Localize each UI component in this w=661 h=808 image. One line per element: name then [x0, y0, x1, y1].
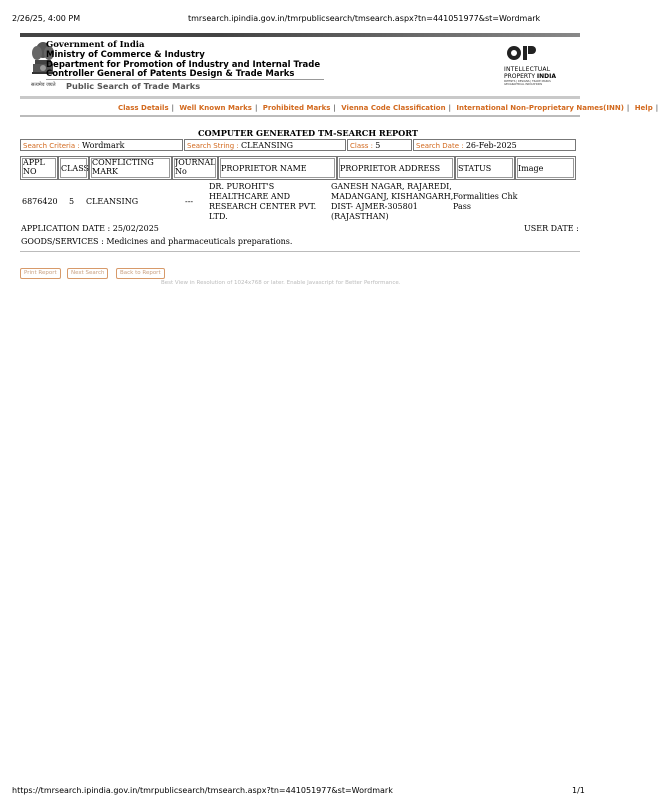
report-title: COMPUTER GENERATED TM-SEARCH REPORT: [198, 128, 418, 138]
ministry-title: Ministry of Commerce & Industry: [46, 50, 205, 60]
next-search-button[interactable]: Next Search: [67, 268, 108, 279]
public-search-title: Public Search of Trade Marks: [66, 81, 201, 91]
gov-title: Government of India: [46, 40, 145, 50]
row-mark: CLEANSING: [86, 197, 139, 206]
header-class: [58, 156, 89, 180]
header-image-text: Image: [518, 164, 544, 173]
search-string-box: [184, 139, 346, 151]
search-date-box: [413, 139, 576, 151]
print-datetime: 2/26/25, 4:00 PM: [12, 14, 81, 23]
print-url: tmrsearch.ipindia.gov.in/tmrpublicsearch/tmsearch.aspx?tn=441051977&st=Wordmark: [188, 14, 541, 23]
header-proprietor-address: [337, 156, 455, 180]
back-to-report-button[interactable]: Back to Report: [116, 268, 165, 279]
ip-logo-line1: INTELLECTUAL: [504, 66, 551, 73]
header-image: [515, 156, 576, 180]
address-line: DIST- AJMER-305801: [331, 202, 418, 211]
print-report-button[interactable]: Print Report: [20, 268, 61, 279]
row-proprietor-address: [331, 182, 453, 222]
search-criteria-box: [20, 139, 183, 151]
ip-india-logo: [504, 44, 566, 88]
address-line: MADANGANJ, KISHANGARH,: [331, 192, 454, 201]
search-date-label: Search Date :: [416, 142, 466, 150]
header-conflicting-mark-text: CONFLICTING MARK: [92, 158, 154, 176]
proprietor-name-line: HEALTHCARE AND: [209, 192, 291, 201]
row-status: [453, 192, 518, 212]
header-proprietor-name: [218, 156, 337, 180]
header-separator: [20, 96, 580, 99]
nav-divider: |: [655, 104, 659, 112]
best-view-note: Best View in Resolution of 1024x768 or later. Enable Javascript for Better Performance.: [161, 280, 401, 286]
class-box: [347, 139, 412, 151]
ip-logo-india: INDIA: [536, 73, 557, 80]
row-class: 5: [69, 197, 75, 206]
nav-inn[interactable]: International Non-Proprietary Names(INN): [456, 104, 624, 112]
ip-logo-line2: [504, 73, 556, 80]
status-line: Pass: [453, 202, 472, 211]
header-underline: [46, 79, 324, 80]
header-journal-no-text: JOURNAL No: [175, 158, 216, 176]
user-date: USER DATE :: [524, 224, 579, 233]
department-title: Department for Promotion of Industry and Internal Trade: [46, 60, 321, 70]
search-criteria-value: Wordmark: [81, 141, 125, 150]
address-line: (RAJASTHAN): [331, 212, 389, 221]
nav-divider: |: [448, 104, 451, 112]
header-proprietor-address-text: PROPRIETOR ADDRESS: [340, 164, 441, 173]
nav-well-known-marks[interactable]: Well Known Marks: [179, 104, 252, 112]
search-string-value: CLEANSING: [240, 141, 294, 150]
ip-logo-icon: [506, 44, 536, 66]
footer-url: https://tmrsearch.ipindia.gov.in/tmrpublicsearch/tmsearch.aspx?tn=441051977&st=Wordmark: [12, 786, 393, 795]
report-separator: [20, 251, 580, 252]
header-appl-no-text: APPL NO: [23, 158, 45, 176]
top-nav: [118, 104, 661, 112]
search-string-label: Search String :: [187, 142, 241, 150]
nav-divider: |: [254, 104, 258, 112]
row-appl-no[interactable]: 6876420: [22, 197, 58, 206]
footer-page: 1/1: [572, 786, 585, 795]
search-date-value: 26-Feb-2025: [465, 141, 517, 150]
header-appl-no: [20, 156, 58, 180]
application-date: APPLICATION DATE : 25/02/2025: [21, 224, 159, 233]
header-top-bar-gradient: [220, 33, 580, 37]
nav-divider: |: [333, 104, 336, 112]
emblem-caption: सत्यमेव जयते: [31, 82, 56, 88]
nav-prohibited-marks[interactable]: Prohibited Marks: [262, 104, 331, 112]
goods-services: GOODS/SERVICES : Medicines and pharmaceuticals preparations.: [21, 237, 293, 246]
status-line: Formalities Chk: [453, 192, 518, 201]
proprietor-name-line: RESEARCH CENTER PVT.: [209, 202, 317, 211]
ip-logo-tagline: PATENTS | DESIGNS | TRADE MARKS GEOGRAPHICAL INDICATIONS: [504, 80, 551, 86]
nav-divider: |: [626, 104, 630, 112]
class-label: Class :: [350, 142, 376, 150]
ip-logo-property: PROPERTY: [504, 73, 535, 80]
row-proprietor-name: [209, 182, 316, 222]
header-status: [455, 156, 515, 180]
header-class-text: CLASS: [61, 164, 90, 173]
nav-class-details[interactable]: Class Details: [118, 104, 169, 112]
nav-help[interactable]: Help: [634, 104, 653, 112]
nav-divider: |: [171, 104, 174, 112]
header-status-text: STATUS: [458, 164, 492, 173]
nav-vienna-code[interactable]: Vienna Code Classification: [341, 104, 446, 112]
header-proprietor-name-text: PROPRIETOR NAME: [221, 164, 307, 173]
row-journal: ---: [185, 197, 194, 206]
class-value: 5: [375, 141, 381, 150]
nav-separator: [20, 115, 580, 117]
header-conflicting-mark: [89, 156, 172, 180]
proprietor-name-line: DR. PUROHIT'S: [209, 182, 275, 191]
search-criteria-label: Search Criteria :: [23, 142, 82, 150]
address-line: GANESH NAGAR, RAJAREDI,: [331, 182, 452, 191]
controller-title: Controller General of Patents Design & Trade Marks: [46, 69, 295, 79]
header-journal-no: [172, 156, 218, 180]
proprietor-name-line: LTD.: [209, 212, 228, 221]
